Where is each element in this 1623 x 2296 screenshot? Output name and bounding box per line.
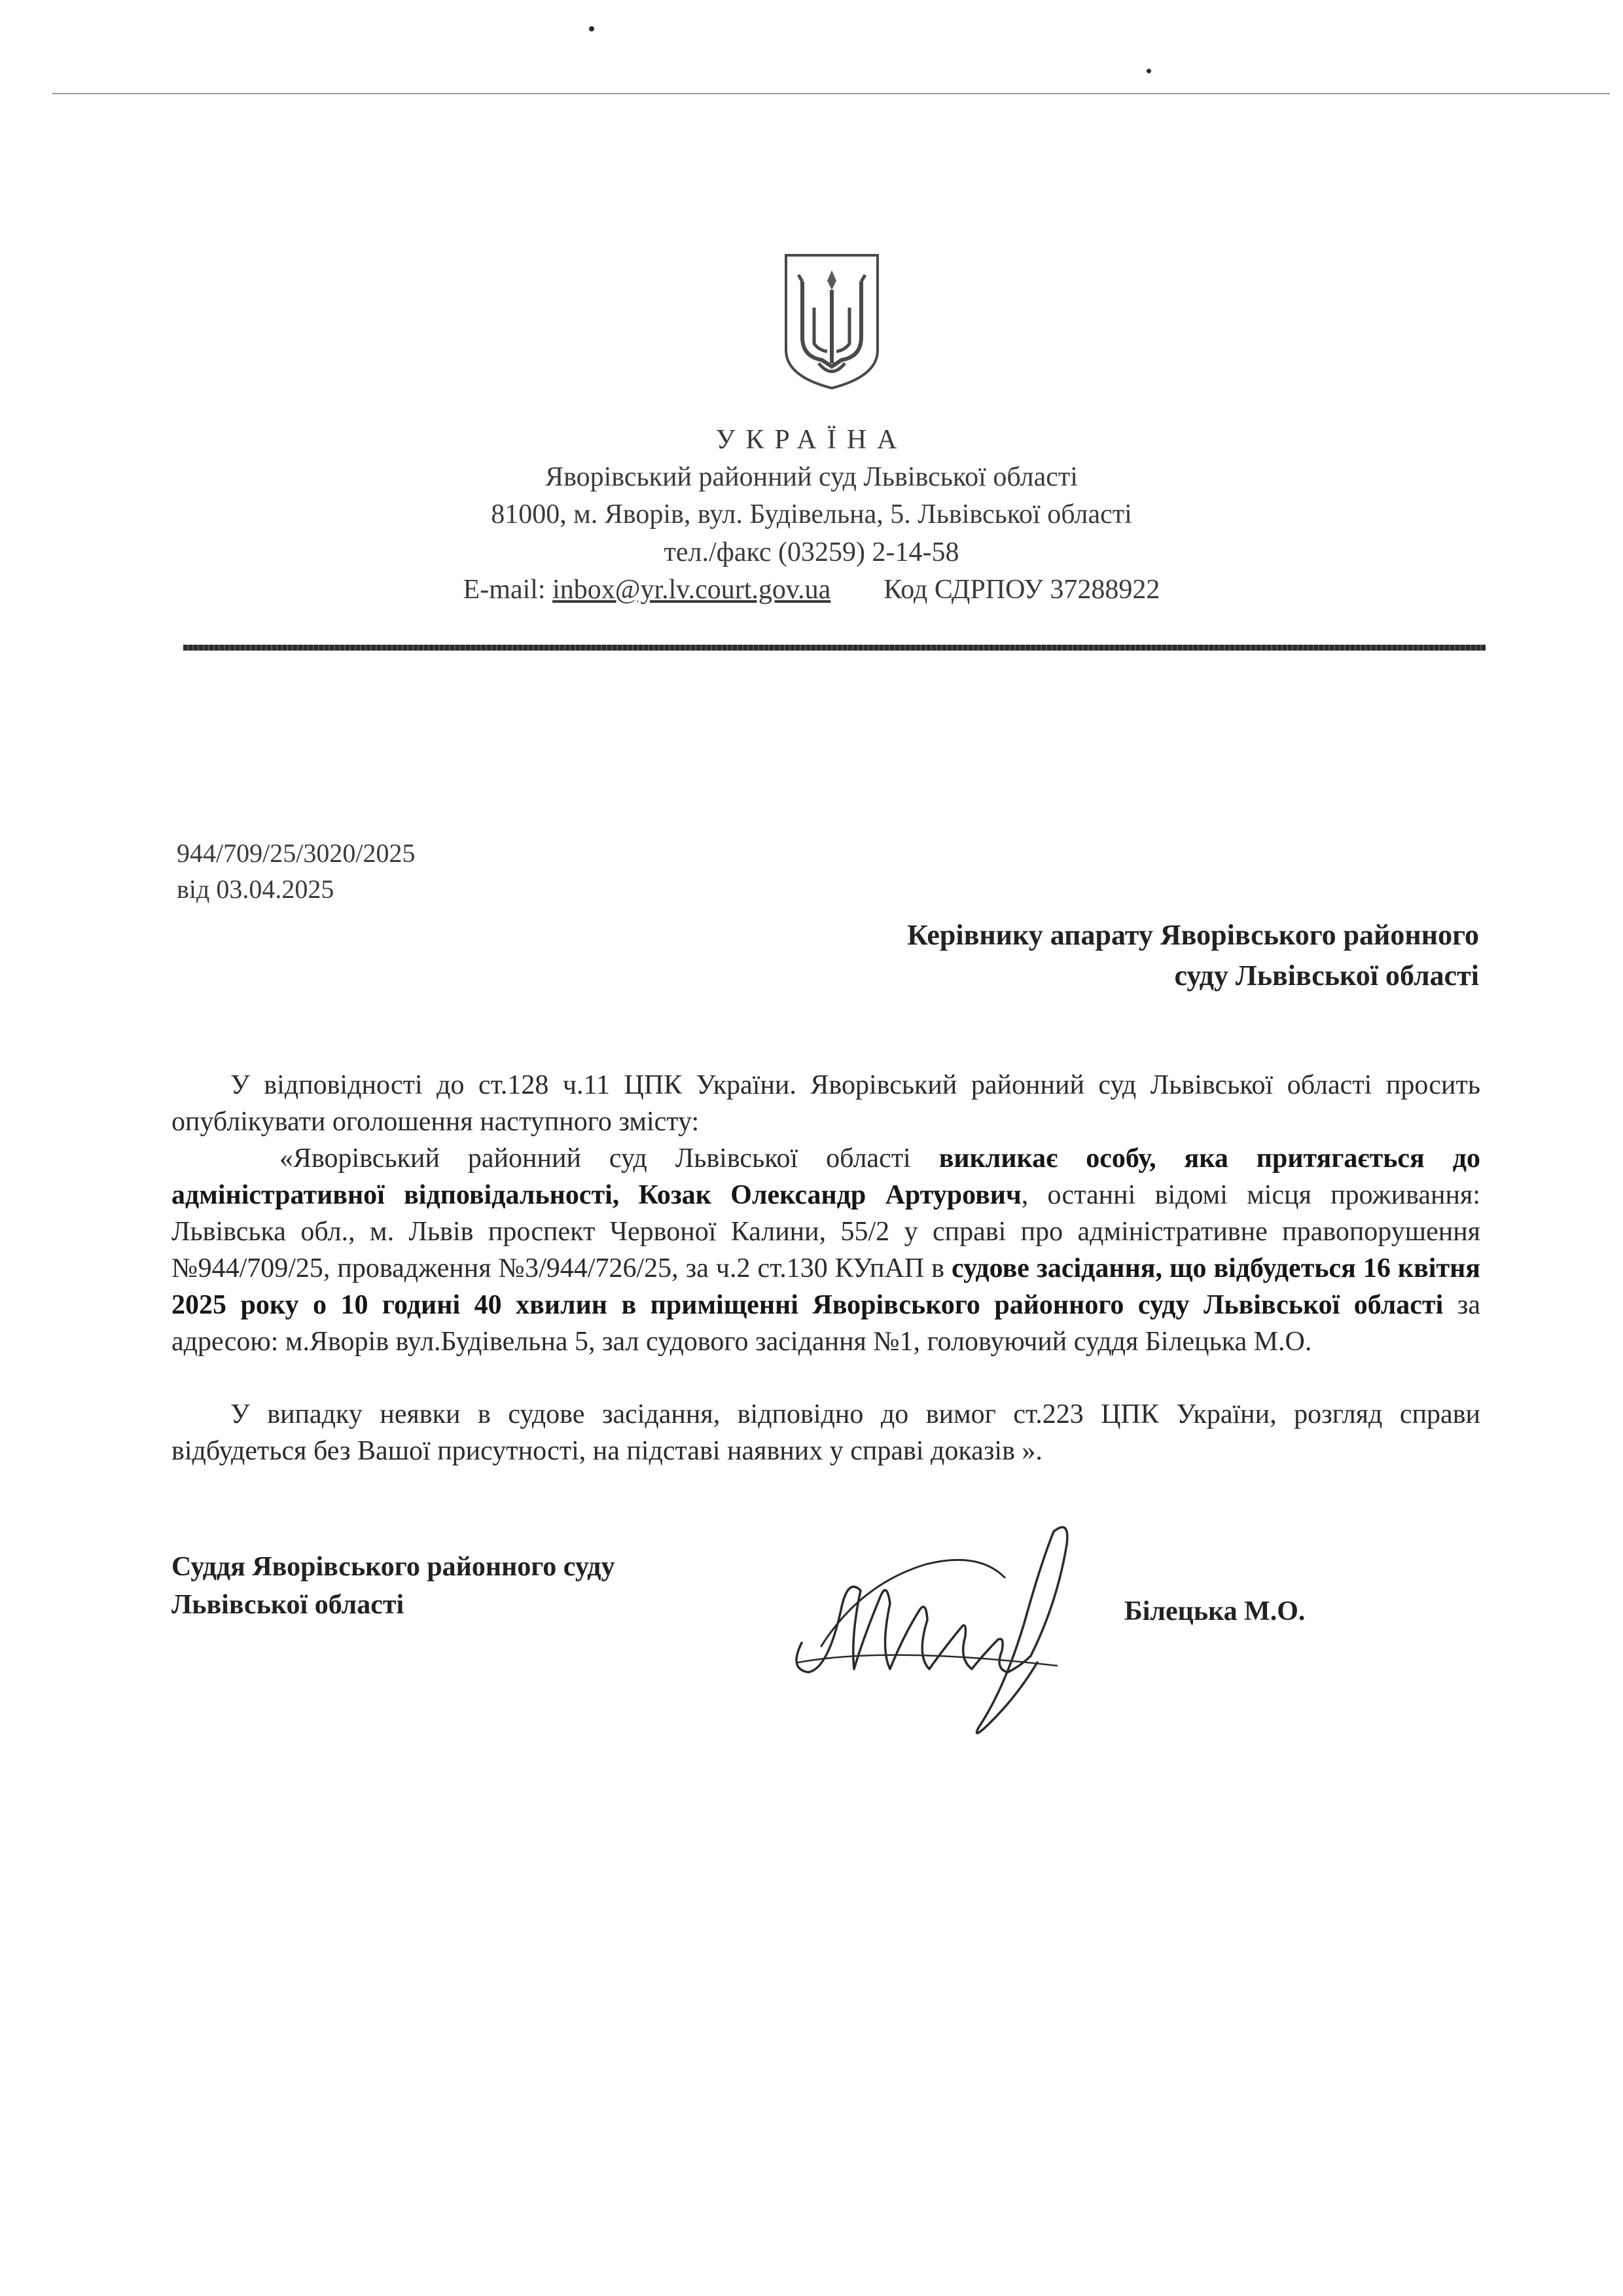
- header-address: 81000, м. Яворів, вул. Будівельна, 5. Львівської області: [491, 499, 1132, 529]
- body-paragraph-1: У відповідності до ст.128 ч.11 ЦПК України. Яворівський районний суд Львівської області просить опублікувати оголошення наступного змісту:: [171, 1070, 1480, 1137]
- scan-top-edge: [52, 93, 1610, 94]
- header-court-name: Яворівський районний суд Львівської області: [545, 462, 1078, 492]
- header-country: УКРАЇНА: [715, 425, 908, 455]
- scan-speck: [589, 26, 594, 31]
- recipient-line: Керівнику апарату Яворівського районного: [907, 919, 1479, 951]
- handwritten-signature: [782, 1505, 1090, 1754]
- edrpou-code: Код СДРПОУ 37288922: [883, 575, 1160, 605]
- scan-speck: [1147, 69, 1151, 73]
- signatory-title: [171, 1548, 615, 1624]
- recipient-block: [694, 915, 1479, 996]
- body-paragraph-2: [171, 1140, 1480, 1360]
- signer-name: Білецька М.О.: [1124, 1596, 1306, 1626]
- email-label: E-mail:: [463, 575, 546, 605]
- announcement-text: «Яворівський районний суд Львівської області: [279, 1143, 939, 1174]
- email-link[interactable]: inbox@yr.lv.court.gov.ua: [552, 575, 831, 605]
- recipient-line: суду Львівської області: [1174, 960, 1479, 992]
- signatory-title-line: Львівської області: [171, 1590, 404, 1620]
- hearing-details: судове засідання, що відбудеться 16 квітня 2025 року о 10 годині 40 хвилин в приміщенні Яворівського районного суду Львівської області: [171, 1253, 1480, 1320]
- trident-emblem-icon: [783, 252, 881, 391]
- header-phone: тел./факс (03259) 2-14-58: [664, 537, 959, 567]
- header-divider: [183, 645, 1486, 651]
- reference-date: від 03.04.2025: [177, 874, 334, 904]
- signatory-title-line: Суддя Яворівського районного суду: [171, 1552, 615, 1582]
- announcement-text: , останні відомі місця проживання: Львівська обл., м. Львів проспект Червоної Калини, 55/2 у справі про адміністративне правопорушення №944/709/25, провадження №3/944/726/25, за ч.2 ст.130 КУпАП в: [171, 1180, 1480, 1283]
- body-paragraph-3: У випадку неявки в судове засідання, відповідно до вимог ст.223 ЦПК України, розгляд справи відбудеться без Вашої присутності, на підставі наявних у справі доказів ».: [171, 1399, 1480, 1466]
- summoned-person: викликає особу, яка притягається до адміністративної відповідальності, Козак Олександр Артурович: [171, 1143, 1480, 1210]
- header-email-row: [157, 574, 1466, 605]
- announcement-text: за адресою: м.Яворів вул.Будівельна 5, зал судового засідання №1, головуючий суддя Білецька М.О.: [171, 1290, 1481, 1357]
- reference-number: 944/709/25/3020/2025: [177, 838, 416, 868]
